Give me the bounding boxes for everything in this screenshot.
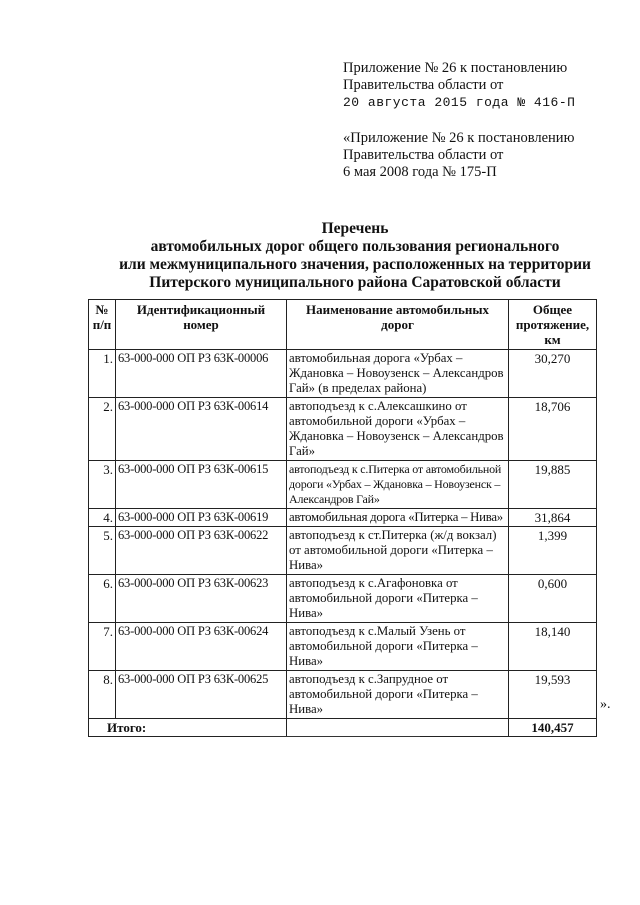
- header-num: № п/п: [89, 300, 116, 350]
- original-appendix-header-line: 6 мая 2008 года № 175-П: [343, 164, 497, 180]
- row-num: 8.: [89, 671, 116, 719]
- row-num: 7.: [89, 623, 116, 671]
- table-row: [89, 671, 597, 719]
- title-line: Перечень: [321, 220, 389, 237]
- table-row: [89, 461, 597, 509]
- row-num: 5.: [89, 527, 116, 575]
- total-row: [89, 719, 597, 737]
- row-name: автоподъезд к ст.Питерка (ж/д вокзал) от автомобильной дороги «Питерка – Нива»: [287, 527, 509, 575]
- row-id: 63-000-000 ОП РЗ 63К-00622: [116, 527, 287, 575]
- header-length: Общее протяжение, км: [509, 300, 597, 350]
- row-name: автоподъезд к с.Малый Узень от автомобильной дороги «Питерка – Нива»: [287, 623, 509, 671]
- row-length: 18,140: [509, 623, 597, 671]
- row-id: 63-000-000 ОП РЗ 63К-00006: [116, 350, 287, 398]
- appendix-header-line: Приложение № 26 к постановлению: [343, 60, 568, 76]
- row-num: 6.: [89, 575, 116, 623]
- row-num: 4.: [89, 509, 116, 527]
- table-row: [89, 398, 597, 461]
- table-row: [89, 575, 597, 623]
- appendix-header-stamped-date: 20 августа 2015 года № 416-П: [343, 95, 576, 110]
- total-length: 140,457: [509, 719, 597, 737]
- closing-quote: ».: [600, 697, 611, 712]
- original-appendix-header-line: «Приложение № 26 к постановлению: [343, 130, 575, 146]
- original-appendix-header-line: Правительства области от: [343, 147, 504, 163]
- row-name: автоподъезд к с.Питерка от автомобильной дороги «Урбах – Ждановка – Новоузенск – Александров Гай»: [287, 461, 509, 509]
- row-id: 63-000-000 ОП РЗ 63К-00614: [116, 398, 287, 461]
- original-appendix-header: [343, 130, 574, 181]
- document-title: [95, 220, 615, 292]
- title-line: автомобильных дорог общего пользования регионального: [150, 238, 560, 255]
- total-label: Итого:: [89, 719, 287, 737]
- row-id: 63-000-000 ОП РЗ 63К-00623: [116, 575, 287, 623]
- table-row: [89, 527, 597, 575]
- row-name: автоподъезд к с.Запрудное от автомобильной дороги «Питерка – Нива»: [287, 671, 509, 719]
- row-num: 2.: [89, 398, 116, 461]
- header-name: Наименование автомобильных дорог: [287, 300, 509, 350]
- row-id: 63-000-000 ОП РЗ 63К-00615: [116, 461, 287, 509]
- row-length: 18,706: [509, 398, 597, 461]
- row-length: 19,885: [509, 461, 597, 509]
- row-name: автоподъезд к с.Агафоновка от автомобильной дороги «Питерка – Нива»: [287, 575, 509, 623]
- table-row: [89, 350, 597, 398]
- appendix-header-line: Правительства области от: [343, 77, 504, 93]
- row-length: 1,399: [509, 527, 597, 575]
- row-num: 1.: [89, 350, 116, 398]
- row-length: 30,270: [509, 350, 597, 398]
- header-id: Идентификационный номер: [116, 300, 287, 350]
- row-id: 63-000-000 ОП РЗ 63К-00619: [116, 509, 287, 527]
- appendix-header: [343, 60, 575, 111]
- table-row: [89, 509, 597, 527]
- row-length: 0,600: [509, 575, 597, 623]
- row-name: автоподъезд к с.Алексашкино от автомобильной дороги «Урбах – Ждановка – Новоузенск – Александров Гай»: [287, 398, 509, 461]
- row-name: автомобильная дорога «Питерка – Нива»: [287, 509, 509, 527]
- title-line: или межмуниципального значения, расположенных на территории: [119, 256, 591, 273]
- row-id: 63-000-000 ОП РЗ 63К-00625: [116, 671, 287, 719]
- title-line: Питерского муниципального района Саратовской области: [149, 274, 561, 291]
- table-row: [89, 623, 597, 671]
- divider-line: [260, 736, 420, 737]
- total-empty-cell: [287, 719, 509, 737]
- roads-table: [88, 299, 597, 737]
- row-length: 19,593: [509, 671, 597, 719]
- row-num: 3.: [89, 461, 116, 509]
- row-name: автомобильная дорога «Урбах – Ждановка – Новоузенск – Александров Гай» (в пределах района): [287, 350, 509, 398]
- row-length: 31,864: [509, 509, 597, 527]
- row-id: 63-000-000 ОП РЗ 63К-00624: [116, 623, 287, 671]
- table-header-row: [89, 300, 597, 350]
